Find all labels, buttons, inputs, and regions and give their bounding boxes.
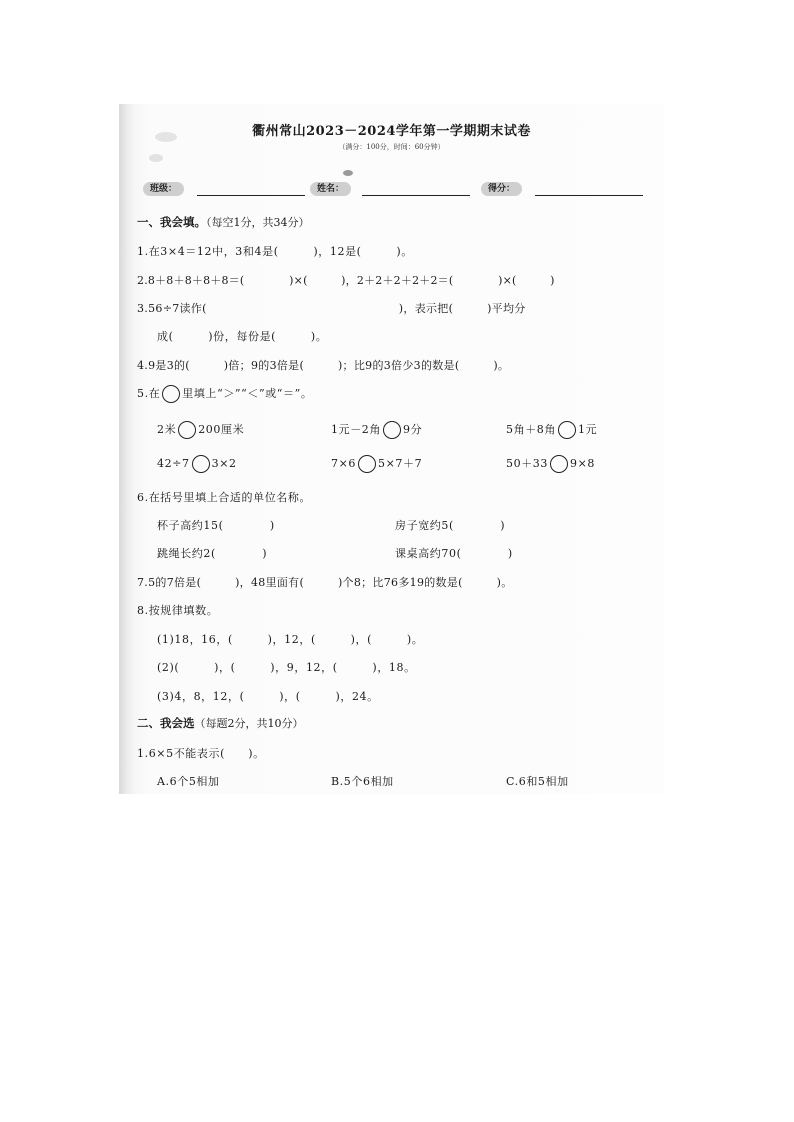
compare-circle[interactable] [550,455,568,473]
sequence-1: (1)18，16，( )，12，( )，( )。 [157,633,424,646]
question-1-7: 7.5的7倍是( )，48里面有( )个8；比76多19的数是( )。 [137,576,513,589]
compare-circle[interactable] [558,421,576,439]
option-a[interactable]: A.6个5相加 [157,775,220,788]
compare-item: 42÷7 3×2 [157,455,237,473]
unit-item: 杯子高约15( ) [157,519,275,532]
question-1-4: 4.9是3的( )倍；9的3倍是( )；比9的3倍少3的数是( )。 [137,359,510,372]
section-1-heading [137,214,310,230]
compare-item: 5角＋8角 1元 [506,421,597,439]
compare-item: 2米 200厘米 [157,421,244,439]
compare-item: 1元－2角 9分 [331,421,422,439]
section-2-note: （每题2分，共10分） [194,717,304,730]
question-2-1: 1.6×5不能表示( )。 [137,747,265,760]
section-2-heading [137,715,304,731]
exam-subtitle: （满分：100分，时间：60分钟） [338,143,445,151]
compare-circle[interactable] [383,421,401,439]
question-1-5: 5.在 里填上“＞”“＜”或“＝”。 [137,385,312,403]
sequence-2: (2)( )，( )，9，12，( )，18。 [157,661,416,674]
exam-title: 衢州常山2023－2024学年第一学期期末试卷 [252,124,531,139]
compare-item: 50＋33 9×8 [506,455,595,473]
section-2-title: 二、我会选 [137,716,195,730]
class-label: 班级： [143,182,184,196]
name-field[interactable] [362,195,470,196]
question-1-8: 8.按规律填数。 [137,604,219,617]
question-1-6: 6.在括号里填上合适的单位名称。 [137,491,312,504]
unit-item: 课桌高约70( ) [395,547,513,560]
question-1-1: 1.在3×4＝12中，3和4是( )，12是( )。 [137,245,413,258]
compare-item: 7×6 5×7＋7 [331,455,422,473]
option-c[interactable]: C.6和5相加 [506,775,569,788]
unit-item: 房子宽约5( ) [395,519,506,532]
compare-circle[interactable] [358,455,376,473]
scanned-exam-page [119,104,664,794]
compare-circle[interactable] [192,455,210,473]
scan-smudge [343,170,353,176]
class-field[interactable] [197,195,305,196]
score-label: 得分： [481,182,522,196]
scan-smudge [149,154,163,162]
option-b[interactable]: B.5个6相加 [331,775,394,788]
compare-circle[interactable] [178,421,196,439]
section-1-note: （每空1分，共34分） [206,216,310,229]
section-1-title: 一、我会填。 [137,215,206,229]
question-1-3: 3.56÷7读作( )，表示把( )平均分 [137,302,526,315]
compare-circle-example [162,385,180,403]
question-1-2: 2.8＋8＋8＋8＋8＝( )×( )，2＋2＋2＋2＋2＝( )×( ) [137,274,555,287]
name-label: 姓名： [310,182,351,196]
score-field[interactable] [535,195,643,196]
unit-item: 跳绳长约2( ) [157,547,268,560]
sequence-3: (3)4，8，12，( )，( )，24。 [157,690,379,703]
question-1-3-cont: 成( )份，每份是( )。 [157,330,328,343]
